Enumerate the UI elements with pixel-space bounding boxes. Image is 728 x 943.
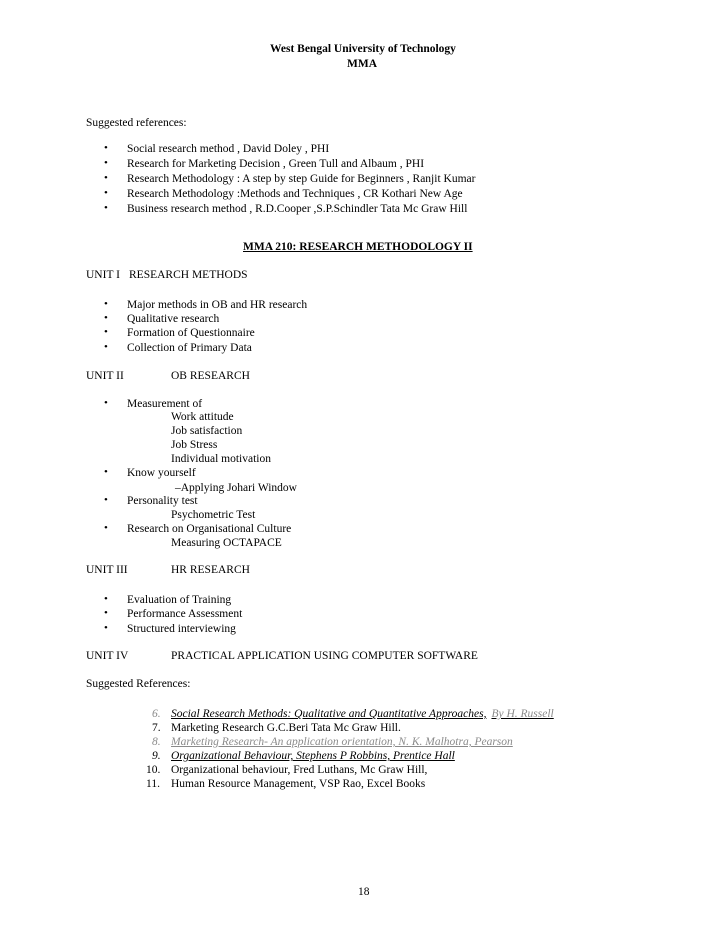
reference-link[interactable]: Organizational Behaviour, Stephens P Robbins, Prentice Hall — [171, 750, 455, 762]
list-item: Research Methodology :Methods and Techniques , CR Kothari New Age — [127, 188, 463, 200]
list-item: Structured interviewing — [127, 623, 236, 635]
bullet-icon: • — [104, 622, 108, 634]
list-item: Collection of Primary Data — [127, 342, 252, 354]
bullet-icon: • — [104, 172, 108, 184]
bullet-icon: • — [104, 397, 108, 409]
list-item: Personality test — [127, 495, 198, 507]
list-item: Social research method , David Doley , PHI — [127, 143, 330, 155]
bullet-icon: • — [104, 593, 108, 605]
sub-item: Work attitude — [171, 411, 234, 423]
bullet-icon: • — [104, 187, 108, 199]
sub-item: Individual motivation — [171, 453, 271, 465]
unit1-label: UNIT I — [86, 269, 120, 281]
sub-item: –Applying Johari Window — [175, 482, 297, 494]
sub-item: Psychometric Test — [171, 509, 256, 521]
course-title: MMA 210: RESEARCH METHODOLOGY II — [243, 241, 473, 253]
list-item: Organizational behaviour, Fred Luthans, Mc Graw Hill, — [171, 764, 428, 776]
list-item: Measurement of — [127, 398, 203, 410]
reference-author: By H. Russell — [491, 708, 554, 720]
page-number: 18 — [358, 886, 370, 898]
bullet-icon: • — [104, 142, 108, 154]
list-item: Research on Organisational Culture — [127, 523, 292, 535]
bullet-icon: • — [104, 607, 108, 619]
refs2-heading: Suggested References: — [86, 678, 191, 690]
unit3-title: HR RESEARCH — [171, 564, 250, 576]
unit3-label: UNIT III — [86, 564, 128, 576]
reference-link[interactable] — [171, 707, 554, 721]
bullet-icon: • — [104, 326, 108, 338]
list-item: Evaluation of Training — [127, 594, 232, 606]
list-item: Know yourself — [127, 467, 196, 479]
list-item: Qualitative research — [127, 313, 220, 325]
list-number: 6. — [152, 708, 161, 720]
list-number: 7. — [152, 722, 161, 734]
unit4-title: PRACTICAL APPLICATION USING COMPUTER SOFTWARE — [171, 650, 478, 662]
list-number: 8. — [152, 736, 161, 748]
list-item: Business research method , R.D.Cooper ,S.P.Schindler Tata Mc Graw Hill — [127, 203, 468, 215]
bullet-icon: • — [104, 298, 108, 310]
unit1-title: RESEARCH METHODS — [129, 269, 248, 281]
reference-link[interactable]: Marketing Research- An application orientation, N. K. Malhotra, Pearson — [171, 736, 513, 748]
bullet-icon: • — [104, 202, 108, 214]
bullet-icon: • — [104, 157, 108, 169]
list-number: 9. — [152, 750, 161, 762]
university-title: West Bengal University of Technology — [270, 43, 456, 55]
list-item: Formation of Questionnaire — [127, 327, 255, 339]
list-number: 10. — [146, 764, 161, 776]
refs1-heading: Suggested references: — [86, 117, 187, 129]
list-item: Human Resource Management, VSP Rao, Excel Books — [171, 778, 426, 790]
sub-item: Job satisfaction — [171, 425, 243, 437]
bullet-icon: • — [104, 522, 108, 534]
list-item: Research for Marketing Decision , Green Tull and Albaum , PHI — [127, 158, 425, 170]
bullet-icon: • — [104, 341, 108, 353]
list-item: Major methods in OB and HR research — [127, 299, 308, 311]
sub-item: Job Stress — [171, 439, 218, 451]
bullet-icon: • — [104, 312, 108, 324]
bullet-icon: • — [104, 494, 108, 506]
list-number: 11. — [146, 778, 160, 790]
unit2-title: OB RESEARCH — [171, 370, 250, 382]
list-item: Performance Assessment — [127, 608, 243, 620]
reference-title: Social Research Methods: Qualitative and Quantitative Approaches, — [171, 708, 487, 720]
list-item: Research Methodology : A step by step Guide for Beginners , Ranjit Kumar — [127, 173, 476, 185]
unit2-label: UNIT II — [86, 370, 124, 382]
unit4-label: UNIT IV — [86, 650, 129, 662]
program-title: MMA — [347, 58, 378, 70]
list-item: Marketing Research G.C.Beri Tata Mc Graw Hill. — [171, 722, 401, 734]
bullet-icon: • — [104, 466, 108, 478]
sub-item: Measuring OCTAPACE — [171, 537, 282, 549]
